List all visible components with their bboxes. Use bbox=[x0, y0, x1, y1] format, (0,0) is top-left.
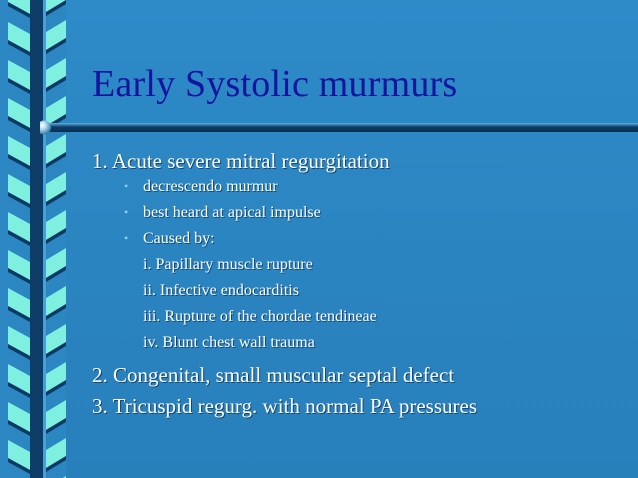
bullet-item bbox=[118, 230, 632, 256]
slide-title: Early Systolic murmurs bbox=[92, 63, 458, 105]
bullet-text: decrescendo murmur bbox=[143, 178, 278, 195]
cause-item: iii. Rupture of the chordae tendineae bbox=[143, 308, 377, 325]
bullet-dot-icon: • bbox=[124, 231, 129, 245]
rule-ball-icon bbox=[40, 121, 51, 135]
bullet-text: Caused by: bbox=[143, 230, 215, 247]
list-item-1: 1. Acute severe mitral regurgitation bbox=[92, 149, 390, 173]
causes-list bbox=[143, 256, 632, 360]
cause-item: i. Papillary muscle rupture bbox=[143, 256, 313, 273]
list-item-2: 2. Congenital, small muscular septal defect bbox=[92, 363, 455, 387]
horizontal-rule-icon bbox=[40, 118, 638, 138]
sub-bullet-list bbox=[118, 178, 632, 256]
ribbon-decoration-icon bbox=[0, 0, 66, 478]
bullet-item bbox=[118, 178, 632, 204]
bullet-item bbox=[118, 204, 632, 230]
cause-item: ii. Infective endocarditis bbox=[143, 282, 299, 299]
list-item-3: 3. Tricuspid regurg. with normal PA pressures bbox=[92, 394, 478, 418]
bullet-text: best heard at apical impulse bbox=[143, 204, 321, 221]
cause-item: iv. Blunt chest wall trauma bbox=[143, 334, 315, 351]
bullet-dot-icon: • bbox=[124, 179, 129, 193]
bullet-dot-icon: • bbox=[124, 205, 129, 219]
slide-content bbox=[92, 150, 632, 426]
